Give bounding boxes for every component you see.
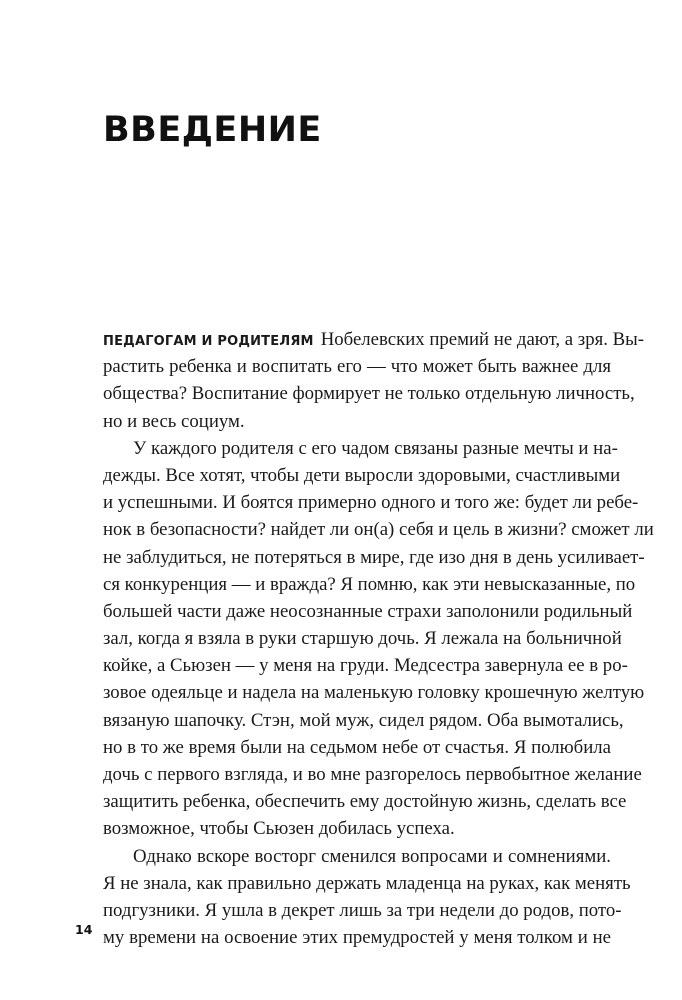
body-text [103,326,654,951]
text-line: му времени на освоение этих премудростей у меня толком и не [103,927,611,949]
text-line: не заблудиться, не потеряться в мире, где изо дня в день усиливает- [103,546,645,568]
paragraph-1 [103,326,645,435]
paragraph-2 [103,435,654,843]
text-line: дочь с первого взгляда, и во мне разгорелось первобытное желание [103,764,642,785]
text-line: но в то же время были на седьмом небе от счастья. Я полюбила [103,736,611,758]
page-number: 14 [75,922,93,937]
text-line: защитить ребенка, обеспечить ему достойную жизнь, сделать все [103,791,627,813]
text-line: У каждого родителя с его чадом связаны разные мечты и на- [133,437,618,459]
text-line: и успешными. И боятся примерно одного и того же: будет ли ребе- [103,492,639,514]
text-line: общества? Воспитание формирует не только отдельную личность, [103,383,635,405]
text-line: большей части даже неосознанные страхи заполонили родильный [103,600,633,622]
text-line: возможное, чтобы Сьюзен добилась успеха. [103,818,455,840]
text-line: дежды. Все хотят, чтобы дети выросли здоровыми, счастливыми [103,464,621,486]
text-line: ся конкуренция — и вражда? Я помню, как эти невысказанные, по [103,573,636,595]
text-line: зовое одеяльце и надела на маленькую головку крошечную желтую [103,682,645,704]
section-lead-in: ПЕДАГОГАМ И РОДИТЕЛЯМ [103,334,314,349]
text-line: койке, а Сьюзен — у меня на груди. Медсестра завернула ее в ро- [103,655,628,677]
text-line: растить ребенка и воспитать его — что может быть важнее для [103,356,611,378]
text-line: Однако вскоре восторг сменился вопросами и сомнениями. [133,845,611,867]
text-line: подгузники. Я ушла в декрет лишь за три недели до родов, пото- [103,899,622,921]
text-line: вязаную шапочку. Стэн, мой муж, сидел рядом. Оба вымотались, [103,709,624,731]
text-line [103,326,645,353]
text-line: но и весь социум. [103,410,245,432]
text-line: Я не знала, как правильно держать младенца на руках, как менять [103,872,631,894]
text-line: зал, когда я взяла в руки старшую дочь. Я лежала на больничной [103,628,622,650]
paragraph-3 [103,843,631,952]
chapter-title: ВВЕДЕНИЕ [103,110,322,150]
text-line-content: Нобелевских премий не дают, а зря. Вы- [320,329,645,350]
text-line: нок в безопасности? найдет ли он(а) себя и цель в жизни? сможет ли [103,519,654,541]
